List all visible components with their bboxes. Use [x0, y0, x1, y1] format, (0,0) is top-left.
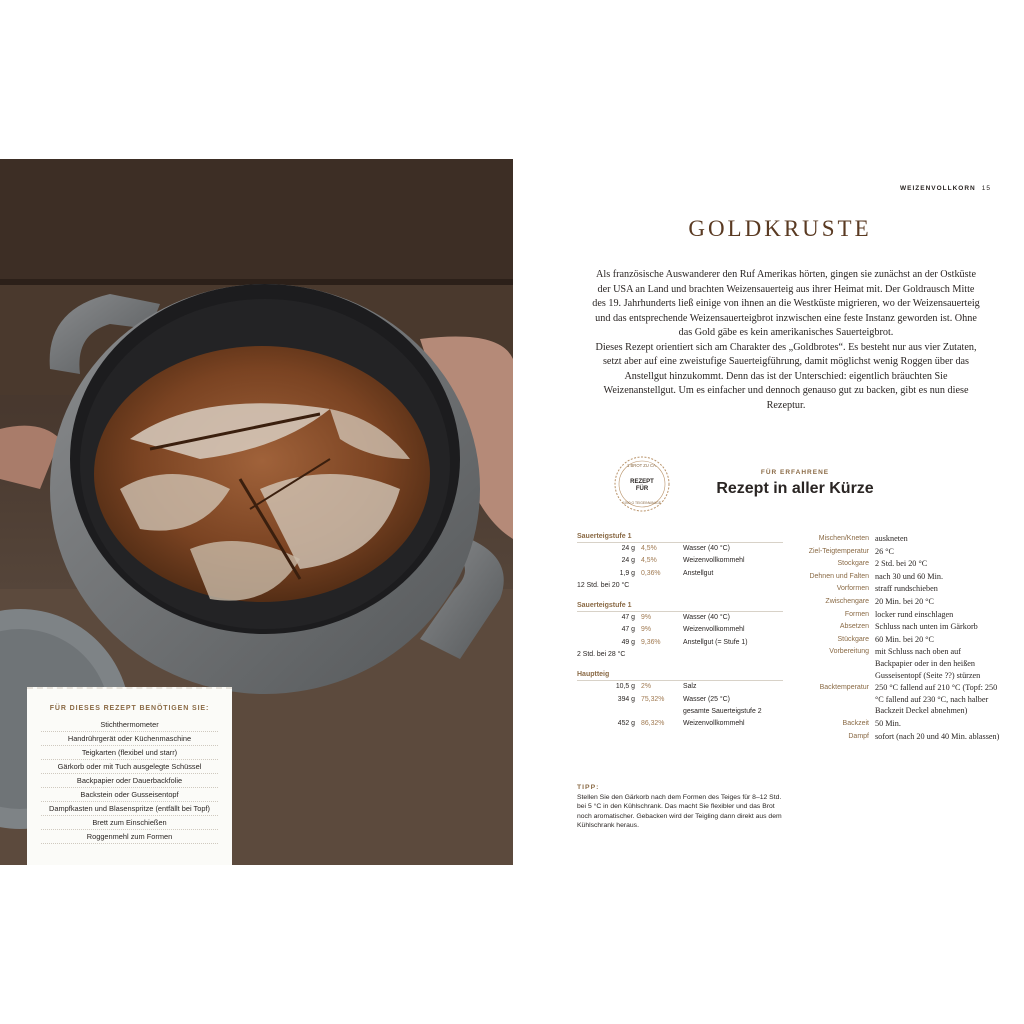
running-head	[900, 185, 991, 192]
ingredient-percent: 4,5%	[641, 545, 657, 552]
step-row	[790, 596, 1000, 608]
tip-label: TIPP:	[577, 784, 600, 791]
section-title: Sauerteigstufe 1	[577, 533, 783, 543]
section-title: Sauerteigstufe 1	[577, 602, 783, 612]
ingredient-name: Wasser (25 °C)	[683, 695, 730, 703]
ingredient-row	[577, 543, 783, 555]
step-row	[790, 682, 1000, 717]
step-label: Vorbereitung	[829, 648, 869, 656]
stamp-line3: FÜR	[635, 486, 649, 492]
ingredient-row	[577, 624, 783, 636]
stamp-line2: REZEPT	[630, 479, 654, 485]
section-note-row	[577, 580, 783, 592]
section-note: 2 Std. bei 28 °C	[577, 651, 626, 659]
step-value: 2 Std. bei 20 °C	[875, 559, 928, 569]
ingredient-percent: 75,32%	[641, 695, 665, 703]
ingredient-amount: 10,5 g	[615, 683, 635, 691]
ingredient-amount: 47 g	[621, 626, 635, 634]
process-steps	[790, 533, 1000, 743]
ingredient-row	[577, 718, 783, 730]
equipment-item: Backstein oder Gusseisentopf	[41, 788, 218, 802]
section-note-row	[577, 649, 783, 661]
step-value: mit Schluss nach oben auf Backpapier oder in den heißen Gusseisentopf (Seite ??) stürzen	[875, 647, 981, 680]
ingredient-row	[577, 637, 783, 649]
step-row	[790, 634, 1000, 646]
step-label: Stockgare	[837, 560, 869, 568]
equipment-card	[27, 687, 232, 865]
ingredient-amount: 24 g	[621, 545, 635, 552]
step-label: Vorformen	[836, 585, 869, 593]
ingredient-percent	[635, 706, 683, 718]
equipment-item: Brett zum Einschießen	[41, 816, 218, 830]
ingredient-name: Weizenvollkornmehl	[683, 626, 745, 634]
section-title: Hauptteig	[577, 671, 783, 681]
intro-paragraph: Als französische Auswanderer den Ruf Amerikas hörten, gingen sie zunächst an der Ostküste der USA an Land und brachten Weizensauerteig aus ihrer Heimat mit. Der Goldrausch Mitte des 19. Jahrhunderts ließ einige von ihnen an die Westküste migrieren, wo der Weizensauerteig und das entsprechende Weizensauerteigbrot inzwischen eine feste Instanz geworden ist. Ohne das Gold gäbe es kein amerikanisches Sauerteigbrot.	[592, 269, 980, 338]
ingredient-row	[577, 706, 783, 718]
step-label: Absetzen	[839, 623, 869, 631]
ingredient-row	[577, 694, 783, 706]
equipment-item: Stichthermometer	[41, 718, 218, 732]
step-value: 250 °C fallend auf 210 °C (Topf: 250 °C fallend auf 230 °C, nach halber Backzeit Deckel abnehmen)	[875, 683, 998, 716]
ingredient-percent: 9%	[641, 626, 651, 634]
ingredient-percent: 4,5%	[641, 557, 657, 565]
step-value: 50 Min.	[875, 718, 901, 728]
recipe-summary-headline: Rezept in aller Kürze	[716, 480, 874, 497]
ingredient-name: Wasser (40 °C)	[683, 545, 730, 552]
ingredient-percent: 2%	[641, 683, 651, 691]
step-row	[790, 558, 1000, 570]
ingredient-row	[577, 568, 783, 580]
equipment-list	[27, 718, 232, 844]
section-note: 12 Std. bei 20 °C	[577, 581, 630, 589]
ingredient-percent: 9%	[641, 614, 651, 622]
step-value: sofort (nach 20 und 40 Min. ablassen)	[875, 731, 1000, 741]
step-row	[790, 621, 1000, 633]
step-label: Dehnen und Falten	[809, 572, 869, 580]
step-label: Ziel-Teigtemperatur	[808, 547, 869, 555]
ingredient-name: Weizenvollkornmehl	[683, 720, 745, 728]
stamp-line4: 1000 G TEIGEINWAAGE	[622, 501, 662, 505]
intro-paragraph: Dieses Rezept orientiert sich am Charakter des „Goldbrotes“. Es besteht nur aus vier Zutaten, setzt aber auf eine zweistufige Sauerteigführung, damit möglichst wenig Roggen über das Anstellgut hinzukommt. Denn das ist der Unterschied: eigentlich bräuchten Sie Weizenanstellgut. Um es einfacher und dennoch genauso gut zu backen, gibt es nun diese Rezeptur.	[595, 341, 977, 411]
step-value: 20 Min. bei 20 °C	[875, 596, 934, 606]
step-label: Dampf	[848, 732, 869, 740]
step-label: Backzeit	[842, 719, 869, 727]
ingredient-amount	[577, 706, 635, 718]
step-row	[790, 533, 1000, 545]
step-label: Zwischengare	[825, 597, 869, 605]
yield-stamp	[613, 455, 671, 513]
step-value: locker rund einschlagen	[875, 609, 954, 619]
step-label: Stückgare	[837, 635, 869, 643]
step-value: auskneten	[875, 534, 908, 543]
page-number: 15	[981, 185, 991, 192]
ingredient-percent: 86,32%	[641, 720, 665, 728]
intro-text	[592, 268, 980, 413]
equipment-item: Gärkorb oder mit Tuch ausgelegte Schüssel	[41, 760, 218, 774]
ingredient-name: gesamte Sauerteigstufe 2	[683, 707, 762, 715]
step-label: Formen	[844, 610, 869, 618]
ingredient-table	[577, 533, 783, 731]
step-value: 60 Min. bei 20 °C	[875, 634, 934, 644]
difficulty-level: FÜR ERFAHRENE	[760, 469, 830, 476]
ingredient-percent: 9,36%	[641, 638, 661, 646]
equipment-item: Teigkarten (flexibel und starr)	[41, 746, 218, 760]
step-row	[790, 609, 1000, 621]
step-row	[790, 546, 1000, 558]
ingredient-amount: 24 g	[621, 557, 635, 565]
stamp-line1: 1 BROT ZU CA.	[627, 463, 657, 468]
ingredient-row	[577, 612, 783, 624]
step-row	[790, 646, 1000, 681]
step-label: Backtemperatur	[819, 684, 869, 692]
recipe-title: GOLDKRUSTE	[688, 216, 872, 241]
step-value: Schluss nach unten im Gärkorb	[875, 622, 978, 632]
ingredient-percent: 0,36%	[641, 569, 661, 577]
ingredient-name: Anstellgut (= Stufe 1)	[683, 638, 748, 646]
step-value: 26 °C	[875, 546, 894, 556]
step-value: straff rundschieben	[875, 584, 938, 594]
tip-text: Stellen Sie den Gärkorb nach dem Formen des Teiges für 8–12 Std. bei 5 °C in den Kühlschrank. Das macht Sie flexibler und das Brot noch aromatischer. Gebacken wird der Teigling dann direkt aus dem Kühlschrank heraus.	[577, 793, 782, 830]
equipment-item: Backpapier oder Dauerbackfolie	[41, 774, 218, 788]
equipment-item: Handrührgerät oder Küchenmaschine	[41, 732, 218, 746]
tip-box	[577, 783, 787, 831]
ingredient-amount: 394 g	[617, 695, 635, 703]
step-row	[790, 571, 1000, 583]
ingredient-name: Wasser (40 °C)	[683, 614, 730, 622]
ingredient-name: Weizenvollkornmehl	[683, 557, 745, 565]
running-head-section: WEIZENVOLLKORN	[900, 185, 976, 192]
step-label: Mischen/Kneten	[818, 535, 869, 542]
step-row	[790, 731, 1000, 743]
equipment-item: Roggenmehl zum Formen	[41, 830, 218, 844]
ingredient-name: Anstellgut	[683, 569, 714, 577]
ingredient-row	[577, 555, 783, 567]
equipment-title: FÜR DIESES REZEPT BENÖTIGEN SIE:	[49, 705, 210, 712]
step-value: nach 30 und 60 Min.	[875, 571, 943, 581]
bread-photo	[0, 159, 513, 865]
ingredient-amount: 452 g	[617, 720, 635, 728]
ingredient-amount: 1,9 g	[619, 569, 635, 577]
ingredient-name: Salz	[683, 683, 697, 691]
ingredient-row	[577, 681, 783, 693]
step-row	[790, 583, 1000, 595]
ingredient-amount: 47 g	[621, 614, 635, 622]
step-row	[790, 718, 1000, 730]
ingredient-amount: 49 g	[621, 638, 635, 646]
equipment-item: Dampfkasten und Blasenspritze (entfällt bei Topf)	[41, 802, 218, 816]
